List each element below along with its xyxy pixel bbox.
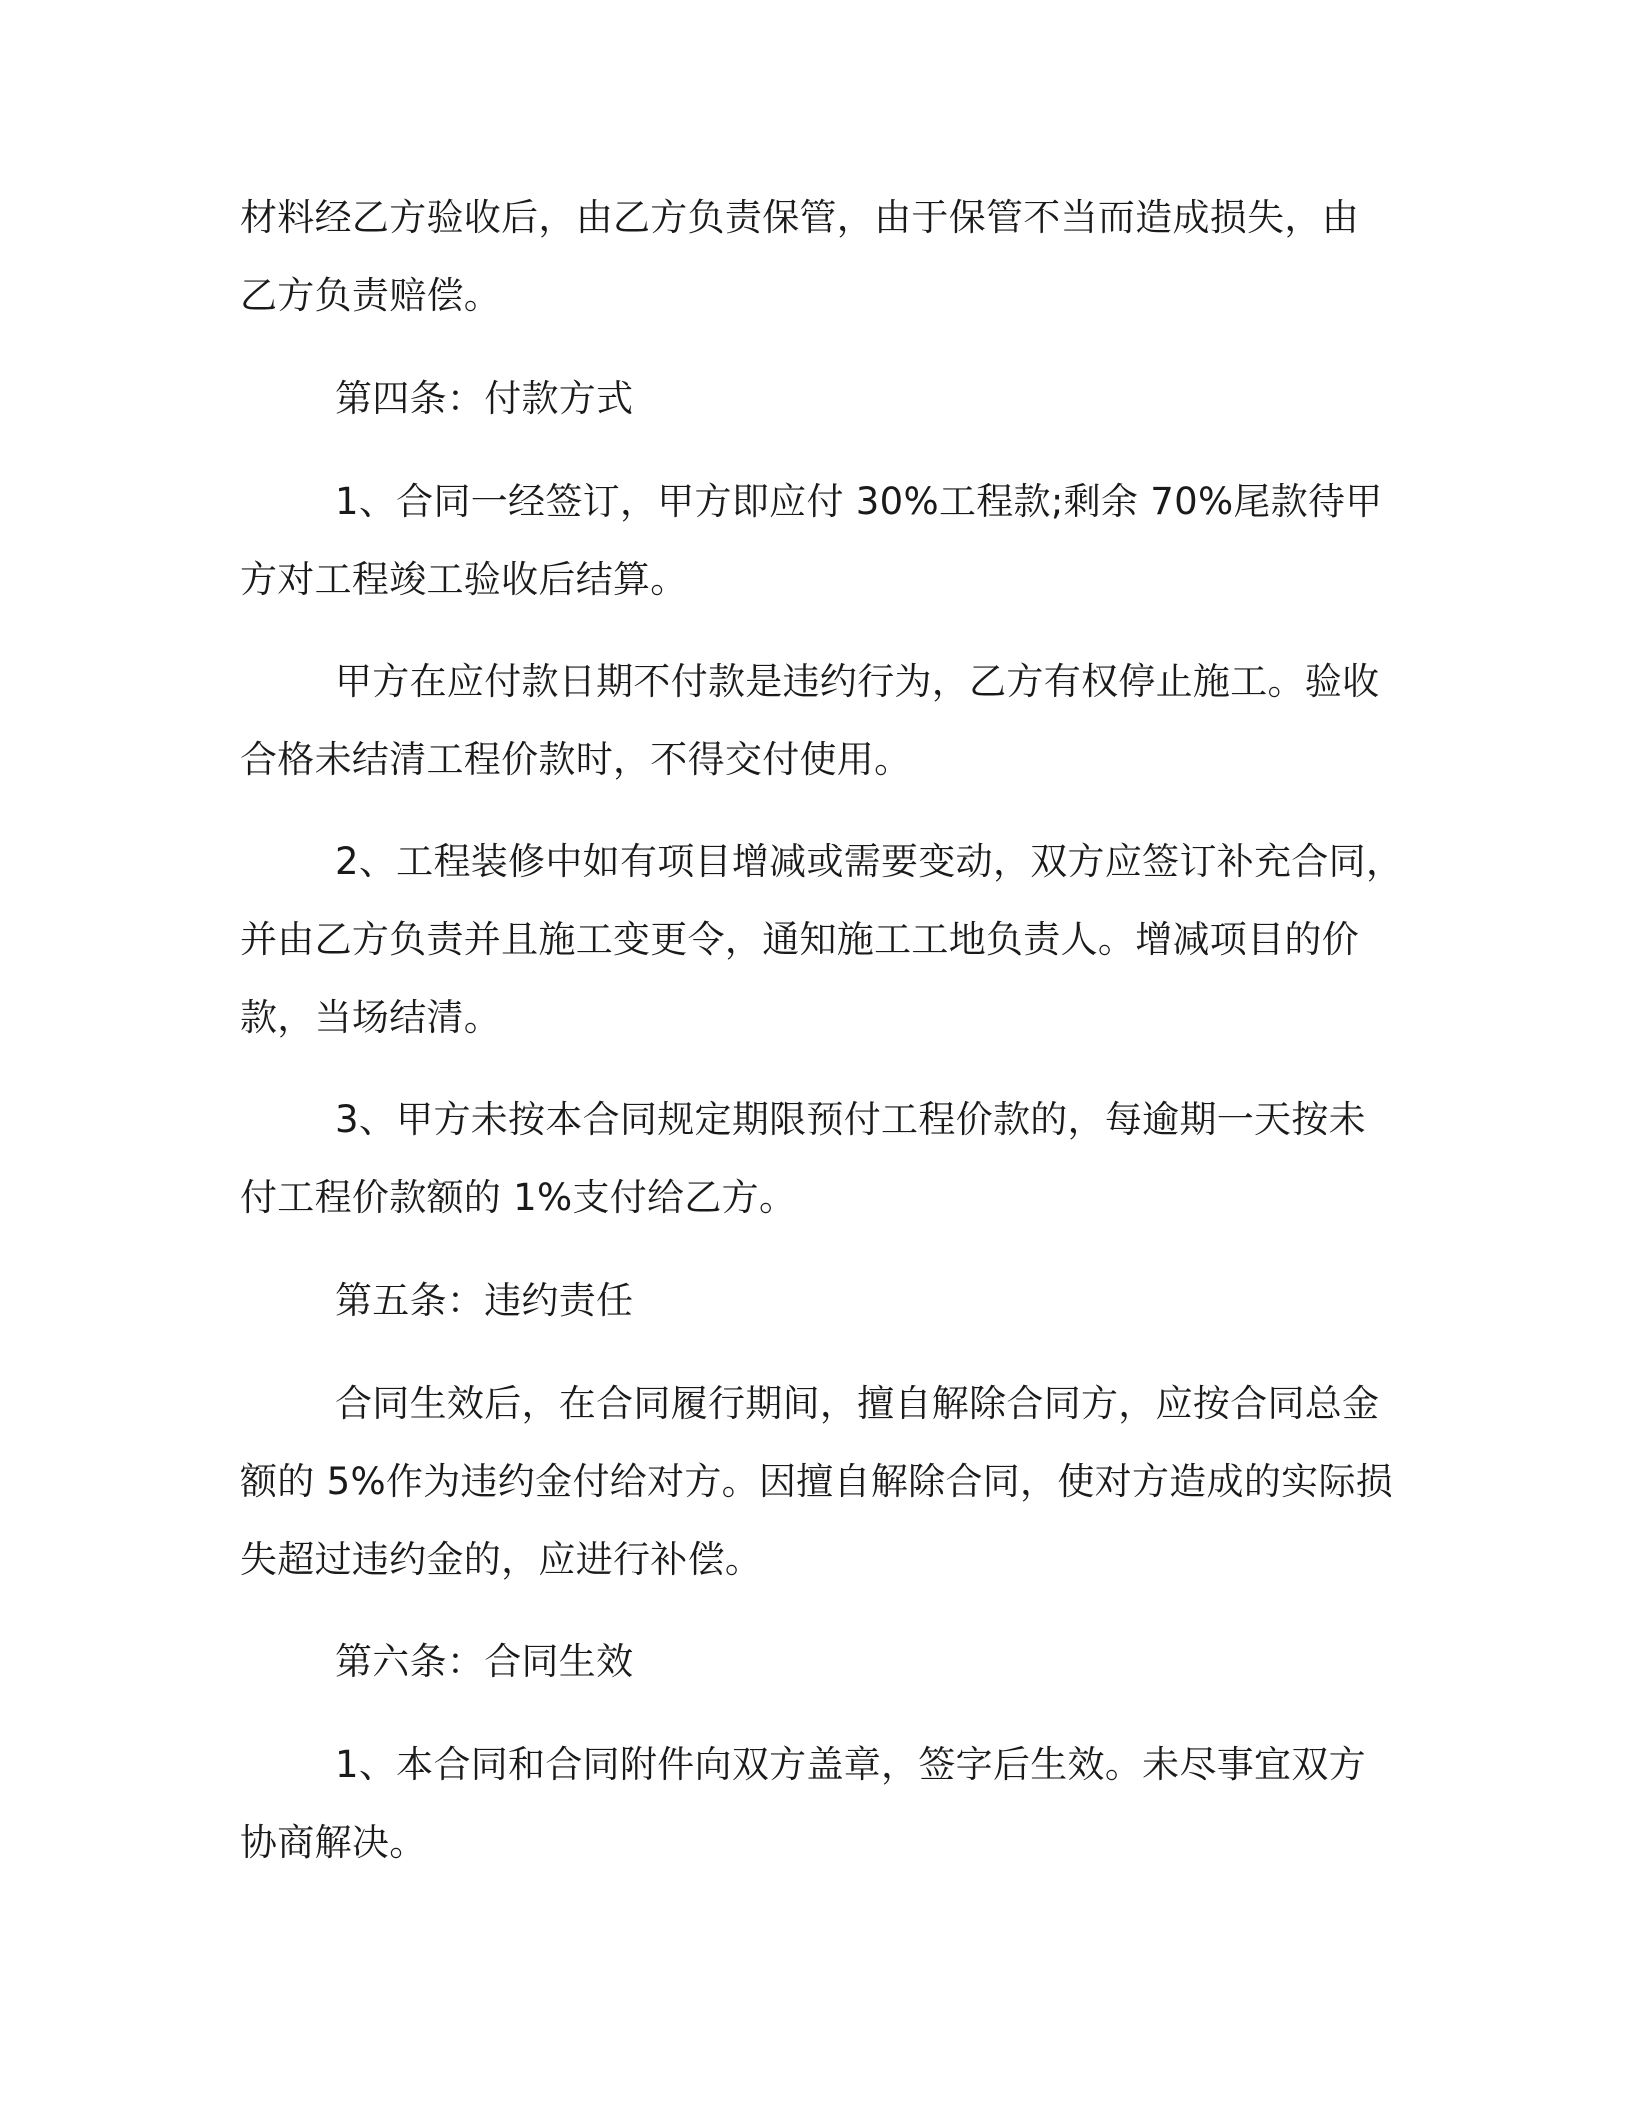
paragraph-line: 合格未结清工程价款时，不得交付使用。 [240, 738, 912, 781]
paragraph-line: 3、甲方未按本合同规定期限预付工程价款的，每逾期一天按未 [335, 1098, 1366, 1141]
paragraph-line: 失超过违约金的，应进行补偿。 [240, 1538, 763, 1581]
paragraph-line: 1、合同一经签订，甲方即应付 30%工程款;剩余 70%尾款待甲 [335, 480, 1383, 523]
paragraph-line: 材料经乙方验收后，由乙方负责保管，由于保管不当而造成损失，由 [240, 196, 1359, 239]
paragraph-line: 2、工程装修中如有项目增减或需要变动，双方应签订补充合同， [335, 840, 1404, 883]
paragraph-line: 1、本合同和合同附件向双方盖章，签字后生效。未尽事宜双方 [335, 1743, 1366, 1786]
paragraph-line: 付工程价款额的 1%支付给乙方。 [240, 1176, 797, 1219]
section-heading-article-4: 第四条：付款方式 [335, 377, 634, 420]
section-heading-article-6: 第六条：合同生效 [335, 1640, 634, 1683]
paragraph-line: 方对工程竣工验收后结算。 [240, 558, 688, 601]
paragraph-line: 并由乙方负责并且施工变更令，通知施工工地负责人。增减项目的价 [240, 918, 1359, 961]
paragraph-line: 甲方在应付款日期不付款是违约行为，乙方有权停止施工。验收 [335, 660, 1380, 703]
section-heading-article-5: 第五条：违约责任 [335, 1279, 634, 1322]
paragraph-line: 额的 5%作为违约金付给对方。因擅自解除合同，使对方造成的实际损 [240, 1460, 1394, 1503]
paragraph-line: 合同生效后，在合同履行期间，擅自解除合同方，应按合同总金 [335, 1382, 1380, 1425]
paragraph-line: 款，当场结清。 [240, 996, 502, 1039]
paragraph-line: 乙方负责赔偿。 [240, 274, 502, 317]
paragraph-line: 协商解决。 [240, 1821, 427, 1864]
